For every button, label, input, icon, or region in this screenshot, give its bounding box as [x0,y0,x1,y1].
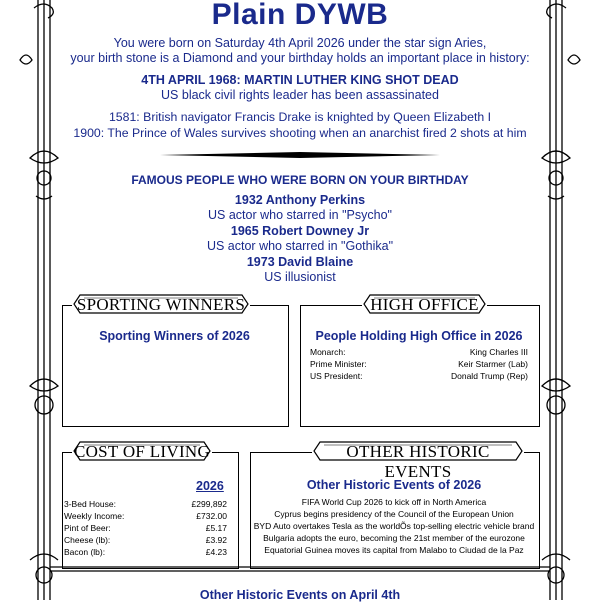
cost-item: Cheese (lb): [64,535,111,545]
event-line: 1581: British navigator Francis Drake is knighted by Queen Elizabeth I [108,110,492,124]
cost-of-living-banner-text: COST OF LIVING [73,442,211,461]
cost-item: Weekly Income: [64,511,125,521]
famous-people-heading: FAMOUS PEOPLE WHO WERE BORN ON YOUR BIRTHDAY [131,173,469,187]
cost-value: £3.92 [205,535,227,545]
event-line: Bulgaria adopts the euro, becoming the 21st member of the eurozone [263,533,525,543]
headline-event: 4TH APRIL 1968: MARTIN LUTHER KING SHOT DEAD [141,73,459,87]
person-description: US illusionist [264,270,336,284]
other-events-heading: Other Historic Events of 2026 [306,478,482,492]
famous-person [60,223,540,254]
sporting-winners-banner [72,292,250,316]
office-title: Prime Minister: [310,359,367,369]
person-description: US actor who starred in "Gothika" [206,239,394,253]
cost-value: £4.23 [205,547,227,557]
famous-person [60,192,540,223]
person-description: US actor who starred in "Psycho" [208,208,392,222]
headline-subtitle: US black civil rights leader has been assassinated [161,88,439,102]
april-events-heading: Other Historic Events on April 4th [199,588,401,602]
intro-line-1: You were born on Saturday 4th April 2026 under the star sign Aries, [113,36,487,50]
event-line: Equatorial Guinea moves its capital from Malabo to Ciudad de la Paz [264,545,524,555]
cost-of-living-year: 2026 [196,479,224,493]
office-holder: King Charles III [469,347,528,357]
cost-item: Bacon (lb): [64,547,106,557]
birthday-events [40,109,560,141]
sporting-winners-box [62,305,289,427]
cost-value: £732.00 [196,511,227,521]
office-holder: Donald Trump (Rep) [450,371,528,381]
page-title: Plain DYWB [211,0,389,31]
other-events-list [252,497,536,567]
event-line: BYD Auto overtakes Tesla as the worldÕs top-selling electric vehicle brand [253,521,535,531]
person-name: 1973 David Blaine [246,255,354,269]
high-office-heading: People Holding High Office in 2026 [315,329,523,343]
other-events-banner-text: OTHER HISTORIC EVENTS [346,442,490,481]
high-office-banner-text: HIGH OFFICE [370,295,479,314]
cost-of-living-banner [72,439,212,463]
other-events-banner [312,439,524,481]
cost-item: Pint of Beer: [64,523,111,533]
event-line: 1900: The Prince of Wales survives shooting when an anarchist fired 2 shots at him [73,126,527,140]
intro-line-2: your birth stone is a Diamond and your birthday holds an important place in history: [70,51,530,65]
cost-value: £5.17 [205,523,227,533]
event-line: FIFA World Cup 2026 to kick off in North America [301,497,487,507]
famous-person [60,254,540,285]
office-title: US President: [310,371,363,381]
birth-intro [60,36,540,66]
high-office-banner [362,292,487,316]
person-name: 1932 Anthony Perkins [234,193,366,207]
event-line: Cyprus begins presidency of the Council of the European Union [274,509,514,519]
office-holder: Keir Starmer (Lab) [458,359,528,369]
cost-item: 3-Bed House: [64,499,116,509]
person-name: 1965 Robert Downey Jr [230,224,370,238]
ornamental-divider [160,151,440,159]
office-title: Monarch: [310,347,346,357]
sporting-winners-banner-text: SPORTING WINNERS [76,295,246,314]
cost-value: £299,892 [191,499,227,509]
sporting-winners-heading: Sporting Winners of 2026 [99,329,250,343]
